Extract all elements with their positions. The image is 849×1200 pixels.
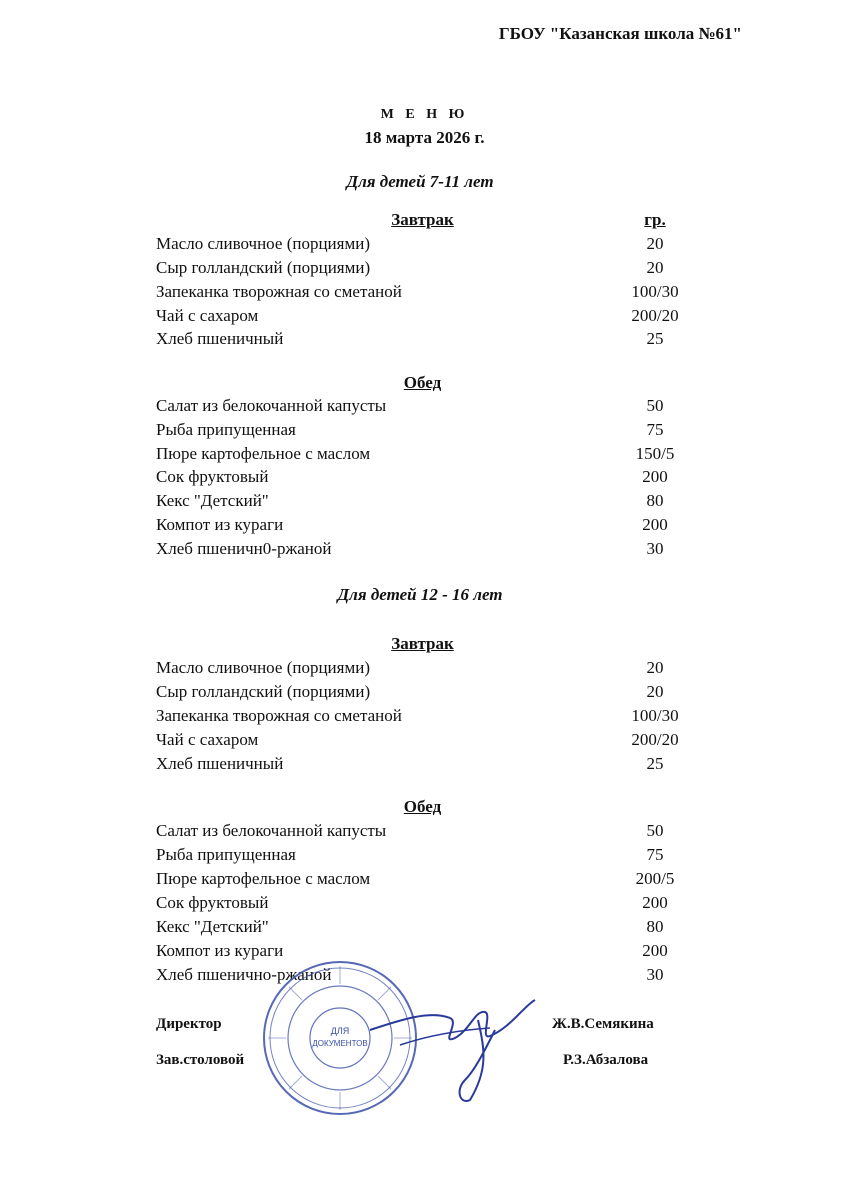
dish-qty: 200/20 bbox=[631, 306, 679, 325]
stamp-text-2: ДОКУМЕНТОВ bbox=[312, 1039, 368, 1048]
dish-name: Пюре картофельное с маслом bbox=[156, 444, 371, 463]
dish-qty: 20 bbox=[646, 258, 664, 277]
dish-qty: 75 bbox=[646, 420, 664, 439]
dish-qty: 200 bbox=[642, 893, 668, 912]
age-group-1-heading: Для детей 7-11 лет bbox=[346, 172, 494, 191]
dish-qty: 25 bbox=[646, 329, 664, 348]
dish-qty: 30 bbox=[646, 965, 664, 984]
dish-name: Рыба припущенная bbox=[156, 845, 296, 864]
dish-name: Чай с сахаром bbox=[156, 730, 259, 749]
dish-qty: 80 bbox=[646, 917, 664, 936]
dish-name: Хлеб пшеничный bbox=[156, 754, 284, 773]
dish-name: Компот из кураги bbox=[156, 941, 284, 960]
menu-date: 18 марта 2026 г. bbox=[364, 128, 485, 147]
menu-row bbox=[156, 965, 716, 987]
menu-row bbox=[156, 821, 716, 843]
unit-heading: гр. bbox=[644, 210, 666, 229]
dish-qty: 50 bbox=[646, 821, 664, 840]
dish-qty: 20 bbox=[646, 658, 664, 677]
menu-row bbox=[156, 539, 716, 561]
age-group-2-heading: Для детей 12 - 16 лет bbox=[337, 585, 503, 604]
stamp-text-1: ДЛЯ bbox=[330, 1026, 350, 1036]
lunch-heading-1: Обед bbox=[403, 373, 442, 392]
dish-name: Хлеб пшенично-ржаной bbox=[156, 965, 332, 984]
menu-row bbox=[156, 467, 716, 489]
handwritten-signature bbox=[360, 990, 540, 1110]
dish-name: Сыр голландский (порциями) bbox=[156, 682, 371, 701]
dish-name: Хлеб пшеничн0-ржаной bbox=[156, 539, 332, 558]
menu-row bbox=[156, 282, 716, 304]
director-role: Директор bbox=[156, 1016, 222, 1032]
menu-row bbox=[156, 730, 716, 752]
school-name: ГБОУ "Казанская школа №61" bbox=[498, 24, 742, 43]
menu-row bbox=[156, 234, 716, 256]
menu-row bbox=[156, 754, 716, 776]
dish-qty: 100/30 bbox=[631, 282, 679, 301]
dish-name: Кекс "Детский" bbox=[156, 491, 269, 510]
canteen-role: Зав.столовой bbox=[156, 1052, 245, 1068]
lunch-heading-2: Обед bbox=[403, 797, 442, 816]
dish-name: Масло сливочное (порциями) bbox=[156, 658, 370, 677]
dish-qty: 25 bbox=[646, 754, 664, 773]
dish-qty: 50 bbox=[646, 396, 664, 415]
dish-name: Рыба припущенная bbox=[156, 420, 296, 439]
menu-row bbox=[156, 396, 716, 418]
menu-row bbox=[156, 682, 716, 704]
menu-row bbox=[156, 491, 716, 513]
menu-row bbox=[156, 258, 716, 280]
dish-qty: 100/30 bbox=[631, 706, 679, 725]
menu-title: М Е Н Ю bbox=[380, 107, 469, 122]
dish-qty: 20 bbox=[646, 234, 664, 253]
menu-row bbox=[156, 515, 716, 537]
dish-name: Пюре картофельное с маслом bbox=[156, 869, 371, 888]
dish-name: Запеканка творожная со сметаной bbox=[156, 282, 402, 301]
dish-qty: 200 bbox=[642, 515, 668, 534]
menu-row bbox=[156, 893, 716, 915]
dish-name: Кекс "Детский" bbox=[156, 917, 269, 936]
menu-row bbox=[156, 329, 716, 351]
dish-name: Чай с сахаром bbox=[156, 306, 259, 325]
menu-row bbox=[156, 845, 716, 867]
dish-qty: 20 bbox=[646, 682, 664, 701]
dish-name: Хлеб пшеничный bbox=[156, 329, 284, 348]
dish-name: Запеканка творожная со сметаной bbox=[156, 706, 402, 725]
menu-row bbox=[156, 444, 716, 466]
dish-qty: 30 bbox=[646, 539, 664, 558]
dish-name: Салат из белокочанной капусты bbox=[156, 396, 387, 415]
breakfast-heading-1: Завтрак bbox=[391, 210, 454, 229]
menu-row bbox=[156, 869, 716, 891]
menu-row bbox=[156, 917, 716, 939]
dish-qty: 200/20 bbox=[631, 730, 679, 749]
dish-qty: 150/5 bbox=[635, 444, 675, 463]
menu-row bbox=[156, 658, 716, 680]
dish-name: Сыр голландский (порциями) bbox=[156, 258, 371, 277]
director-name: Ж.В.Семякина bbox=[552, 1016, 654, 1032]
dish-name: Сок фруктовый bbox=[156, 893, 269, 912]
menu-row bbox=[156, 941, 716, 963]
dish-name: Компот из кураги bbox=[156, 515, 284, 534]
menu-row bbox=[156, 706, 716, 728]
dish-qty: 200/5 bbox=[635, 869, 675, 888]
dish-name: Салат из белокочанной капусты bbox=[156, 821, 387, 840]
dish-name: Масло сливочное (порциями) bbox=[156, 234, 370, 253]
breakfast-heading-2: Завтрак bbox=[391, 634, 454, 653]
canteen-name: Р.З.Абзалова bbox=[563, 1052, 649, 1068]
dish-name: Сок фруктовый bbox=[156, 467, 269, 486]
dish-qty: 80 bbox=[646, 491, 664, 510]
dish-qty: 200 bbox=[642, 467, 668, 486]
dish-qty: 200 bbox=[642, 941, 668, 960]
menu-row bbox=[156, 306, 716, 328]
dish-qty: 75 bbox=[646, 845, 664, 864]
menu-row bbox=[156, 420, 716, 442]
